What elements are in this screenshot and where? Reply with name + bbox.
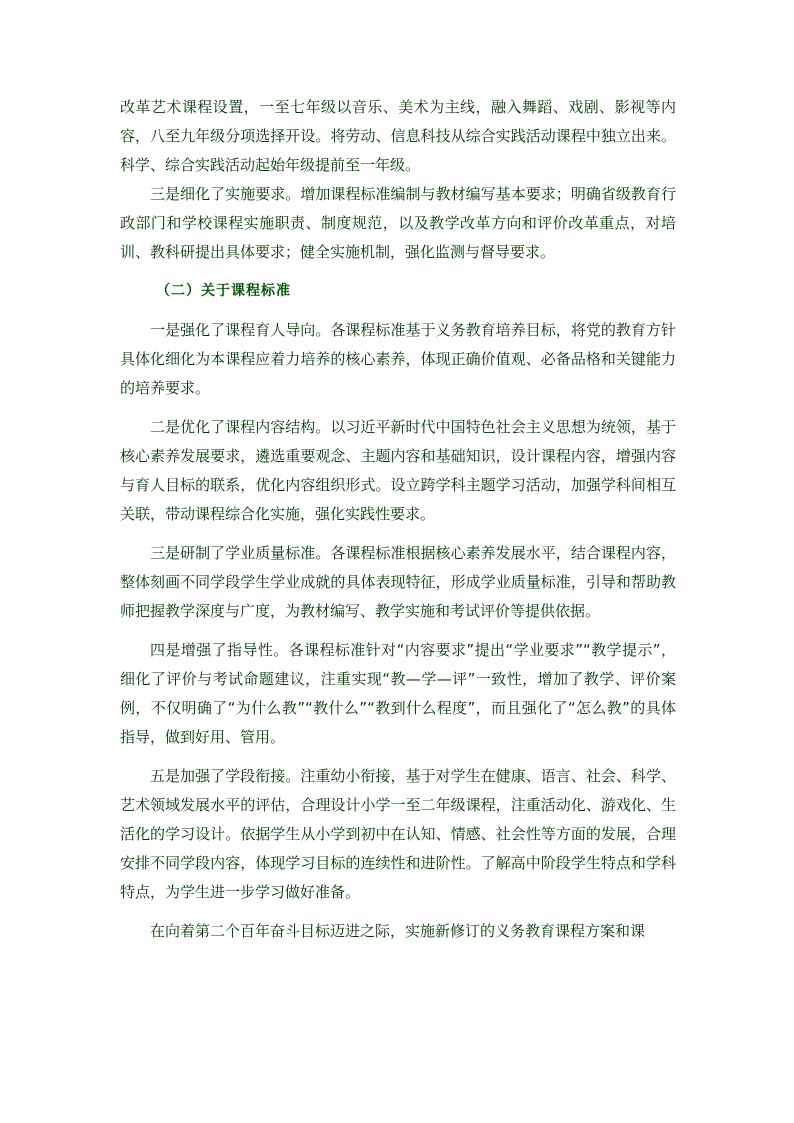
paragraph-stage-transition: 五是加强了学段衔接。注重幼小衔接，基于对学生在健康、语言、社会、科学、艺术领域发展水平的评估，合理设计小学一至二年级课程，注重活动化、游戏化、生活化的学习设计。依据学生从小学到初中在认知、情感、社会性等方面的发展，合理安排不同学段内容，体现学习目标的连续性和进阶性。了解高中阶段学生特点和学科特点，为学生进一步学习做好准备。 — [120, 767, 676, 901]
paragraph-implementation-requirements: 三是细化了实施要求。增加课程标准编制与教材编写基本要求；明确省级教育行政部门和学校课程实施职责、制度规范，以及教学改革方向和评价改革重点，对培训、教科研提出具体要求；健全实施机制，强化监测与督导要求。 — [120, 185, 676, 261]
paragraph-curriculum-orientation: 一是强化了课程育人导向。各课程标准基于义务教育培养目标，将党的教育方针具体化细化为本课程应着力培养的核心素养，体现正确价值观、必备品格和关键能力的培养要求。 — [120, 321, 676, 397]
paragraph-content-structure: 二是优化了课程内容结构。以习近平新时代中国特色社会主义思想为统领，基于核心素养发展要求，遴选重要观念、主题内容和基础知识，设计课程内容，增强内容与育人目标的联系，优化内容组织形式。设立跨学科主题学习活动，加强学科间相互关联，带动课程综合化实施，强化实践性要求。 — [120, 418, 676, 523]
paragraph-closing: 在向着第二个百年奋斗目标迈进之际，实施新修订的义务教育课程方案和课 — [150, 922, 646, 940]
section-heading-curriculum-standards: （二）关于课程标准 — [156, 283, 291, 299]
paragraph-quality-standards: 三是研制了学业质量标准。各课程标准根据核心素养发展水平，结合课程内容，整体刻画不同学段学生学业成就的具体表现特征，形成学业质量标准，引导和帮助教师把握教学深度与广度，为教材编写、教学实施和考试评价等提供依据。 — [120, 544, 676, 620]
paragraph-guidance: 四是增强了指导性。各课程标准针对“内容要求”提出“学业要求”“教学提示”，细化了评价与考试命题建议，注重实现“教—学—评”一致性，增加了教学、评价案例，不仅明确了“为什么教”“教什么”“教到什么程度”，而且强化了“怎么教”的具体指导，做到好用、管用。 — [120, 641, 676, 746]
paragraph-art-curriculum: 改革艺术课程设置，一至七年级以音乐、美术为主线，融入舞蹈、戏剧、影视等内容，八至九年级分项选择开设。将劳动、信息科技从综合实践活动课程中独立出来。科学、综合实践活动起始年级提前至一年级。 — [120, 98, 676, 174]
